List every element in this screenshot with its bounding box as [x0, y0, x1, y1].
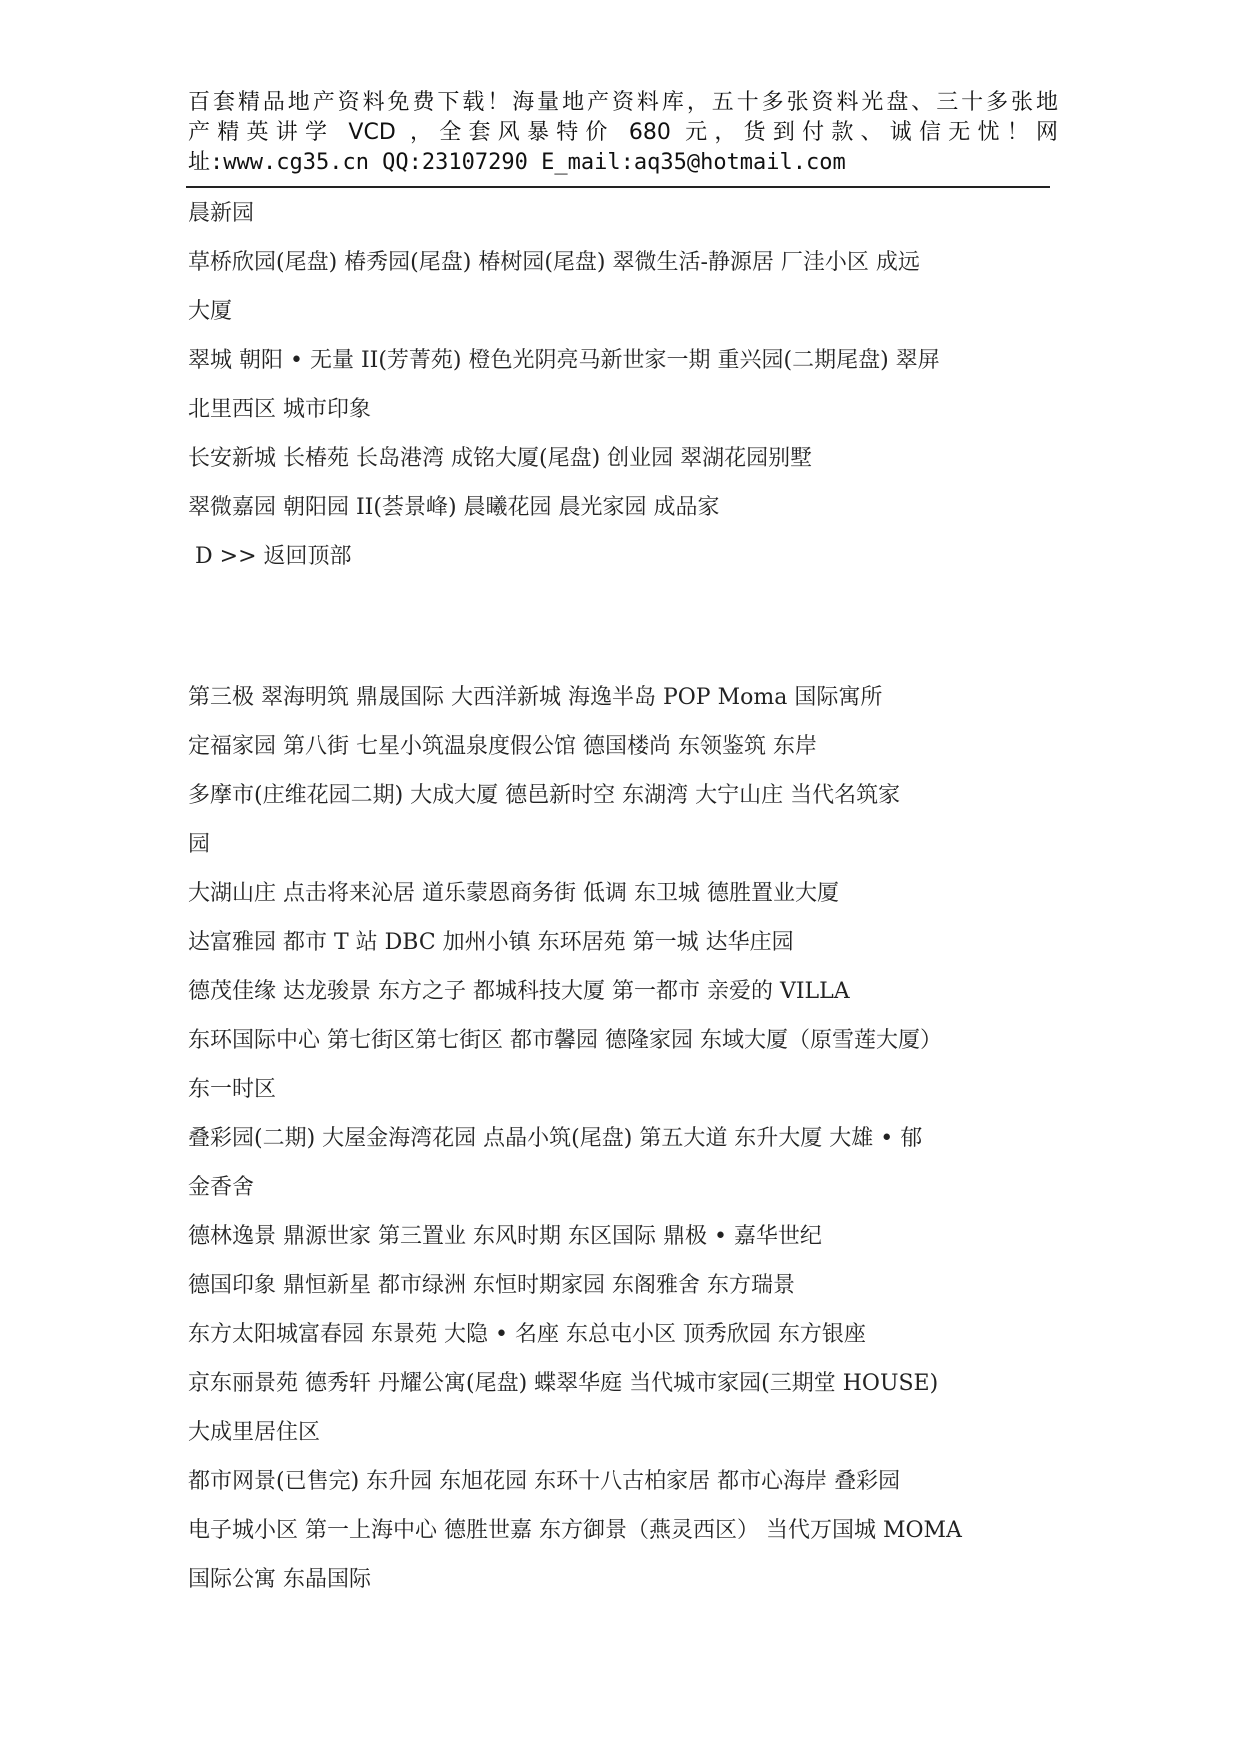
d-line-5: 大湖山庄 点击将来沁居 道乐蒙恩商务街 低调 东卫城 德胜置业大厦: [188, 881, 839, 906]
header-line-1: 百套精品地产资料免费下载！海量地产资料库，五十多张资料光盘、三十多张地: [188, 90, 1058, 115]
c-line-1: 晨新园: [188, 201, 255, 226]
c-line-2: 草桥欣园(尾盘) 椿秀园(尾盘) 椿树园(尾盘) 翠微生活-静源居 厂洼小区 成远: [188, 250, 920, 275]
d-line-16: 大成里居住区: [188, 1420, 321, 1445]
d-line-17: 都市网景(已售完) 东升园 东旭花园 东环十八古柏家居 都市心海岸 叠彩园: [188, 1469, 901, 1494]
d-line-9: 东一时区: [188, 1077, 277, 1102]
d-line-18: 电子城小区 第一上海中心 德胜世嘉 东方御景（燕灵西区） 当代万国城 MOMA: [188, 1518, 962, 1543]
d-line-6: 达富雅园 都市 T 站 DBC 加州小镇 东环居苑 第一城 达华庄园: [188, 930, 794, 955]
d-line-12: 德林逸景 鼎源世家 第三置业 东风时期 东区国际 鼎极 • 嘉华世纪: [188, 1224, 822, 1249]
header-line-2: 产精英讲学 VCD ，全套风暴特价 680 元，货到付款、诚信无忧！网: [188, 120, 1058, 145]
d-line-7: 德茂佳缘 达龙骏景 东方之子 都城科技大厦 第一都市 亲爱的 VILLA: [188, 979, 850, 1004]
d-line-2: 定福家园 第八街 七星小筑温泉度假公馆 德国楼尚 东领鉴筑 东岸: [188, 734, 817, 759]
d-line-14: 东方太阳城富春园 东景苑 大隐 • 名座 东总屯小区 顶秀欣园 东方银座: [188, 1322, 866, 1347]
d-line-13: 德国印象 鼎恒新星 都市绿洲 东恒时期家园 东阁雅舍 东方瑞景: [188, 1273, 795, 1298]
c-line-4: 翠城 朝阳 • 无量 II(芳菁苑) 橙色光阴亮马新世家一期 重兴园(二期尾盘) 翠屏: [188, 348, 940, 373]
d-line-11: 金香舍: [188, 1175, 255, 1200]
header-divider: [186, 186, 1050, 188]
back-to-top-link[interactable]: 返回顶部: [263, 544, 352, 569]
d-line-19: 国际公寓 东晶国际: [188, 1567, 371, 1592]
c-line-3: 大厦: [188, 299, 233, 324]
document-header: [188, 88, 1058, 178]
d-line-1: 第三极 翠海明筑 鼎晟国际 大西洋新城 海逸半岛 POP Moma 国际寓所: [188, 685, 883, 710]
d-line-4: 园: [188, 832, 211, 857]
c-line-6: 长安新城 长椿苑 长岛港湾 成铭大厦(尾盘) 创业园 翠湖花园别墅: [188, 446, 813, 471]
c-line-5: 北里西区 城市印象: [188, 397, 371, 422]
c-section: [188, 189, 1088, 581]
d-line-15: 京东丽景苑 德秀轩 丹耀公寓(尾盘) 蝶翠华庭 当代城市家园(三期堂 HOUSE): [188, 1371, 939, 1396]
d-line-8: 东环国际中心 第七街区第七街区 都市馨园 德隆家园 东域大厦（原雪莲大厦）: [188, 1028, 942, 1053]
nav-letter-d[interactable]: D >>: [195, 544, 257, 569]
nav-row: [188, 532, 1088, 581]
d-section: [188, 673, 1088, 1604]
c-line-7: 翠微嘉园 朝阳园 II(荟景峰) 晨曦花园 晨光家园 成品家: [188, 495, 720, 520]
d-line-10: 叠彩园(二期) 大屋金海湾花园 点晶小筑(尾盘) 第五大道 东升大厦 大雄 • 郁: [188, 1126, 923, 1151]
header-line-3: 址:www.cg35.cn QQ:23107290 E_mail:aq35@hotmail.com: [188, 150, 846, 175]
d-line-3: 多摩市(庄维花园二期) 大成大厦 德邑新时空 东湖湾 大宁山庄 当代名筑家: [188, 783, 901, 808]
